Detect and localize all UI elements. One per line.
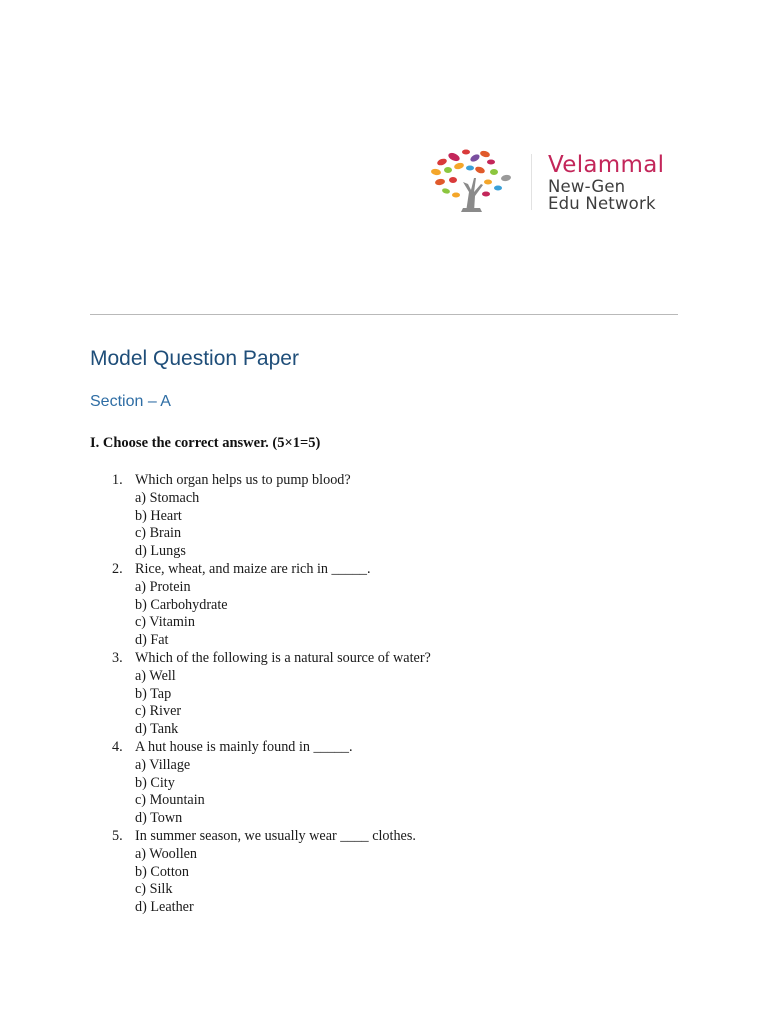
question-text: A hut house is mainly found in _____. — [135, 738, 353, 755]
question-item — [108, 650, 431, 739]
answer-option: c) Vitamin — [135, 614, 195, 631]
brand-sub-line-1: New-Gen — [548, 177, 626, 196]
answer-option: c) Mountain — [135, 792, 205, 809]
horizontal-divider — [90, 314, 678, 315]
answer-option: a) Well — [135, 667, 176, 684]
question-number: 4. — [112, 738, 123, 755]
answer-option: c) Silk — [135, 881, 173, 898]
question-item — [108, 472, 431, 561]
question-text: In summer season, we usually wear ____ clothes. — [135, 827, 416, 844]
answer-option: d) Fat — [135, 632, 169, 649]
answer-option: b) Carbohydrate — [135, 596, 228, 613]
question-text: Rice, wheat, and maize are rich in _____. — [135, 560, 371, 577]
answer-option: d) Leather — [135, 899, 194, 916]
answer-option: b) Tap — [135, 685, 172, 702]
question-number: 2. — [112, 560, 123, 577]
answer-option: d) Tank — [135, 721, 179, 738]
answer-option: d) Lungs — [135, 543, 186, 560]
answer-option: b) Heart — [135, 507, 182, 524]
page-title: Model Question Paper — [90, 347, 299, 370]
answer-option: a) Protein — [135, 578, 191, 595]
section-heading: Section – A — [90, 393, 171, 410]
question-item — [108, 828, 431, 917]
answer-option: a) Stomach — [135, 489, 200, 506]
brand-name: Velammal — [548, 152, 665, 178]
question-instruction: I. Choose the correct answer. (5×1=5) — [90, 435, 321, 451]
answer-option: b) City — [135, 774, 175, 791]
answer-option: c) River — [135, 703, 182, 720]
brand-logo — [428, 148, 708, 218]
question-text: Which of the following is a natural source of water? — [135, 649, 431, 666]
answer-option: a) Village — [135, 756, 191, 773]
brand-sub-line-2: Edu Network — [548, 194, 656, 213]
question-item — [108, 739, 431, 828]
question-list — [108, 472, 431, 917]
question-number: 3. — [112, 649, 123, 666]
answer-option: c) Brain — [135, 525, 182, 542]
question-item — [108, 561, 431, 650]
question-number: 5. — [112, 827, 123, 844]
question-number: 1. — [112, 472, 123, 488]
answer-option: a) Woollen — [135, 845, 198, 862]
logo-wordmark — [548, 154, 664, 212]
tree-logo-icon — [428, 148, 518, 214]
question-text: Which organ helps us to pump blood? — [135, 472, 351, 488]
answer-option: b) Cotton — [135, 863, 189, 880]
logo-divider — [531, 154, 532, 210]
answer-option: d) Town — [135, 810, 183, 827]
